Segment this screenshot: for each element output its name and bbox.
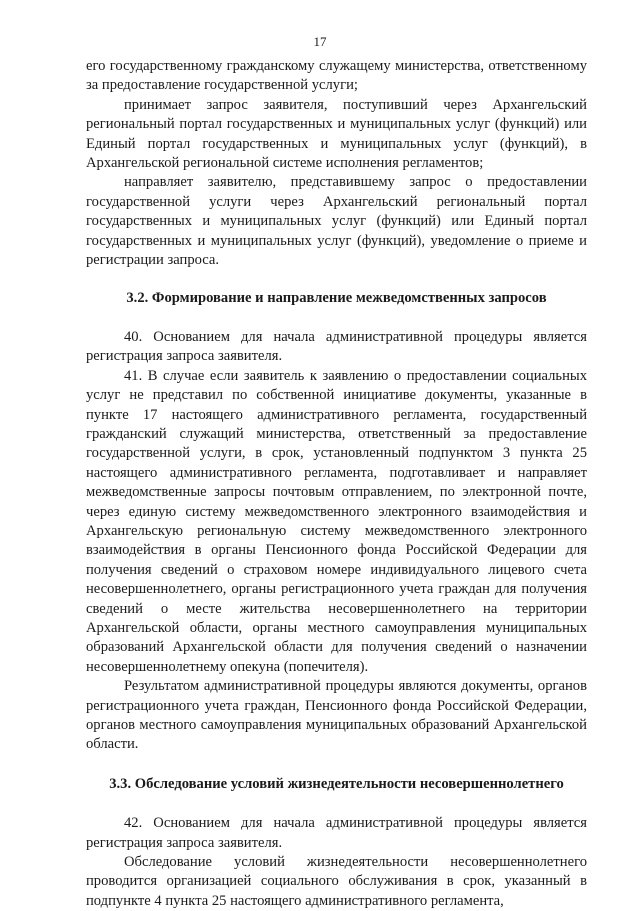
section-heading-3-3: 3.3. Обследование условий жизнедеятельности несовершеннолетнего [109, 775, 564, 792]
paragraph-continuation: его государственному гражданскому служащему министерства, ответственному за предоставление государственной услуги; [86, 58, 587, 94]
paragraph-sends-notification: направляет заявителю, представившему запрос о предоставлении государственной услуги через Архангельский региональный портал государственных и муниципальных услуг (функций) или Единый портал государственных и муниципальных услуг (функций), уведомление о приеме и регистрации запроса. [86, 174, 587, 269]
paragraph-accepts-request: принимает запрос заявителя, поступивший через Архангельский региональный портал государственных и муниципальных услуг (функций) или Единый портал государственных и муниципальных услуг (функций), в Архангельской региональной системе исполнения регламентов; [86, 96, 587, 172]
paragraph-41: 41. В случае если заявитель к заявлению о предоставлении социальных услуг не представил по собственной инициативе документы, указанные в пункте 17 настоящего административного регламента, государственный гражданский служащий министерства, ответственный за предоставление государственной услуги, в срок, установленный подпунктом 3 пункта 25 настоящего административного регламента, подготавливает и направляет межведомственные запросы почтовым отправлением, по электронной почте, через единую систему межведомственного электронного взаимодействия и Архангельскую региональную систему межведомственного электронного взаимодействия в органы Пенсионного фонда Российской Федерации для получения сведений о страховом номере индивидуального лицевого счета несовершеннолетнего, органы регистрационного учета граждан для получения сведений о месте жительства несовершеннолетнего на территории Архангельской области, органы местного самоуправления муниципальных образований Архангельской области для получения сведений о назначении несовершеннолетнему опекуна (попечителя). [86, 367, 587, 675]
paragraph-inspection: Обследование условий жизнедеятельности несовершеннолетнего проводится организацией социального обслуживания в срок, указанный в подпункте 4 пункта 25 настоящего административного регламента, [86, 854, 587, 909]
paragraph-42: 42. Основанием для начала административной процедуры является регистрация запроса заявителя. [86, 815, 587, 851]
paragraph-40: 40. Основанием для начала административной процедуры является регистрация запроса заявителя. [86, 328, 587, 365]
page-number: 17 [313, 34, 327, 49]
section-heading-3-2: 3.2. Формирование и направление межведомственных запросов [126, 290, 547, 307]
document-body [86, 57, 587, 911]
paragraph-result: Результатом административной процедуры являются документы, органов регистрационного учета граждан, Пенсионного фонда Российской Федерации, органов местного самоуправления муниципальных образований Архангельской области. [86, 678, 587, 753]
